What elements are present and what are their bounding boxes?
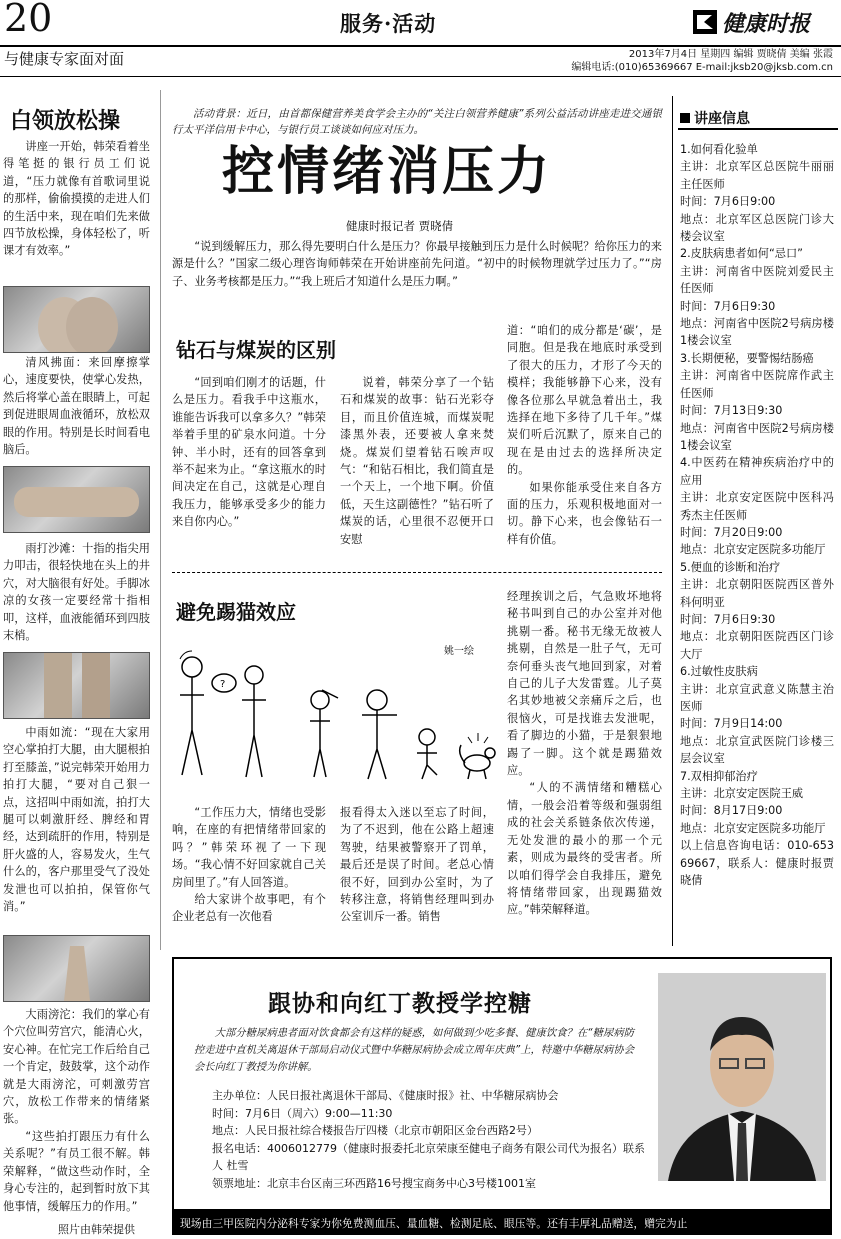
ad-intro: 大部分糖尿病患者面对饮食都会有这样的疑惑，如何做到少吃多餐、健康饮食？在“糖尿病防控走进中直机关离退休干部局启动仪式暨中华糖尿病协会成立周年庆典”上，特邀中华糖尿病协会会长向红丁教授为你讲解。	[194, 1027, 634, 1073]
exercise-step-4: 大雨滂沱：我们的掌心有个穴位叫劳宫穴，能清心火，安心神。在忙完工作后给自己一个肯定，鼓鼓掌，这个动作就是大雨滂沱，可刺激劳宫穴，放松工作带来的情绪紧张。	[3, 1008, 150, 1126]
section2-col2: 报看得太入迷以至忘了时间，为了不迟到，他在公路上超速驾驶，结果被警察开了罚单，最后还是误了时间。老总心情很不好，回到办公室时，为了转移注意，将销售经理叫到办公室训斥一番。销售	[340, 806, 494, 924]
left-column-title: 白领放松操	[10, 108, 121, 134]
left-column-intro: 讲座一开始，韩荣看着坐得笔挺的银行员工们说道，“压力就像有首歌词里说的那样，偷偷摸摸的走进人们的生活中来，现在咱们先来做四节放松操，身体轻松了，听课才有效率。”	[3, 140, 150, 258]
photo-credit: 照片由韩荣提供	[58, 1223, 135, 1236]
photo-professor-portrait	[658, 973, 826, 1181]
ad-box	[172, 957, 832, 1211]
photo-clapping-hands	[3, 935, 150, 1002]
page-number: 20	[4, 0, 53, 40]
ad-footer-text: 现场由三甲医院内分泌科专家为你免费测血压、量血糖、检测足底、眼压等。还有丰厚礼品赠送，赠完为止	[180, 1216, 688, 1230]
exercise-step-1: 清风拂面：来回摩擦掌心，速度要快，使掌心发热，然后将掌心盖在眼睛上，可起到促进眼周血液循环，放松双眼的作用。特别是长时间看电脑后。	[3, 356, 150, 457]
cartoon-credit: 姚一绘	[444, 646, 474, 657]
masthead-logo	[692, 6, 810, 38]
contact-line: 编辑电话:(010)65369667 E-mail:jksb20@jksb.com.cn	[571, 62, 833, 73]
article-byline: 健康时报记者 贾晓倩	[346, 219, 454, 233]
ad-details: 主办单位：人民日报社离退休干部局、《健康时报》社、中华糖尿病协会 时间：7月6日（周六）9:00—11:30 地点：人民日报社综合楼报告厅四楼（北京市朝阳区金台西路2号） 报名电话：4006012779（健康时报委托北京荣康至健电子商务有限公司代为报名）联系人 杜雪 领票地址：北京丰台区南三环西路16号搜宝商务中心3号楼1001室	[212, 1089, 645, 1190]
section-title-diamond-coal: 钻石与煤炭的区别	[176, 338, 336, 362]
exercise-step-3: 中雨如流：“现在大家用空心掌拍打大腿，由大腿根拍打至膝盖，”说完韩荣开始用力拍打大腿，“要对自己狠一点，这招叫中雨如流，拍打大腿可以刺激肝经、脾经和胃经，达到疏肝的作用，特别是肝火盛的人，容易发火，生气什么的，客户那里受气了没处发泄也可以拍拍，保管你气消。”	[3, 726, 150, 914]
date-line: 2013年7月4日 星期四 编辑 贾晓倩 美编 张霞	[628, 49, 833, 60]
left-column-closing: “这些拍打跟压力有什么关系呢？”有员工很不解。韩荣解释，“做这些动作时，全身心专注的，起到暂时放下其他事情，缓解压力的作用。”	[3, 1130, 150, 1213]
section1-col3: 道：“咱们的成分都是‘碳’，是同胞。但是我在地底时承受到了很大的压力，才形了今天的模样；我能够静下心来，没有像各位那么早就急着出土，我选择在地下多待了几千年。”煤炭们听后沉默了，原来自己的现在是由过去的选择所决定的。 如果你能承受住来自各方面的压力，乐观积极地面对一切。静下心来，也会像钻石一样有价值。	[507, 324, 662, 546]
article-headline: 控情绪消压力	[222, 142, 553, 202]
square-bullet-icon	[680, 113, 690, 123]
exercise-step-2: 雨打沙滩：十指的指尖用力叩击，很轻快地在头上的井穴，对大脑很有好处。手脚冰凉的女孩一定要经常十指相叩，这样，血液能循环到四肢末梢。	[3, 542, 150, 643]
section-title: 服务·活动	[340, 11, 437, 36]
ad-headline: 跟协和向红丁教授学控糖	[268, 990, 532, 1017]
lecture-list: 1.如何看化验单 主讲：北京军区总医院牛丽丽主任医师 时间：7月6日9:00 地点：北京军区总医院门诊大楼会议室 2.皮肤病患者如何“忌口” 主讲：河南省中医院刘爱民主任医师 时间：7月6日9:30 地点：河南省中医院2号病房楼1楼会议室 3.长期便秘，要警惕结肠癌 主讲：河南省中医院席作武主任医师 时间：7月13日9:30 地点：河南省中医院2号病房楼1楼会议室 4.中医药在精神疾病治疗中的应用 主讲：北京安定医院中医科冯秀杰主任医师 时间：7月20日9:00 地点：北京安定医院多功能厅 5.便血的诊断和治疗 主讲：北京朝阳医院西区普外科何明亚 时间：7月6日9:30 地点：北京朝阳医院西区门诊大厅 6.过敏性皮肤病 主讲：北京宣武意义陈慧主治医师 时间：7月9日14:00 地点：北京宣武医院门诊楼三层会议室 7.双相抑郁治疗 主讲：北京安定医院王威 时间：8月17日9:00 地点：北京安定医院多功能厅 以上信息咨询电话：010-65369667，联系人：健康时报贾晓倩	[680, 143, 834, 888]
lecture-info-header	[680, 108, 750, 128]
photo-fingertips-on-head	[3, 466, 150, 533]
svg-text:?: ?	[220, 679, 226, 690]
kick-the-cat-cartoon	[172, 645, 502, 795]
masthead-text: 健康时报	[722, 10, 811, 37]
section1-col1: “回到咱们刚才的话题，什么是压力。看我手中这瓶水，谁能告诉我可以拿多久？”韩荣举着手里的矿泉水问道。十分钟、半小时，还有的回答拿到举不起来为止。“拿这瓶水的时间决定在自己，这就是心理自我压力，能够承受多少的能力来自你内心。”	[172, 376, 326, 529]
page-subtitle: 与健康专家面对面	[4, 50, 125, 68]
lecture-info-title: 讲座信息	[694, 111, 750, 127]
photo-palms-over-eyes	[3, 286, 150, 353]
section-title-kick-cat: 避免踢猫效应	[176, 600, 296, 624]
ad-footer-banner	[172, 1211, 832, 1235]
section2-col3: 经理挨训之后，气急败坏地将秘书叫到自己的办公室并对他挑剔一番。秘书无缘无故被人挑剔，自然是一肚子气，无可奈何垂头丧气地回到家，对着自己的儿子大发雷霆。儿子莫名其妙地被父亲痛斥之后，也很恼火，可是找谁去发泄呢，看了脚边的小猫，于是狠狠地踢了一脚。这个就是踢猫效应。 “人的不满情绪和糟糕心情，一般会沿着等级和强弱组成的社会关系链条依次传递，无处发泄的最小的那一个元素，则成为最终的受害者。所以咱们得学会自我排压，避免将情绪带回家，出现踢猫效应。”韩荣解释道。	[507, 590, 662, 917]
section1-col2: 说着，韩荣分享了一个钻石和煤炭的故事：钻石光彩夺目，而且价值连城，而煤炭呢漆黑外表，还要被人拿来焚烧。煤炭们望着钻石唉声叹气：“和钻石相比，我们简直是一个天上，一个地下啊。价值低，天生这副德性？”钻石听了煤炭的话，心里很不忍便开口安慰	[340, 376, 494, 546]
photo-patting-thighs	[3, 652, 150, 719]
article-lead: “说到缓解压力，那么得先要明白什么是压力？你最早接触到压力是什么时候呢？给你压力的来源是什么？”国家二级心理咨询师韩荣在开始讲座前先问道。“初中的时候物理就学过压力了。”“房子、业务考核都是压力。”“我上班后才知道什么是压力啊。”	[172, 240, 662, 288]
masthead-emblem-icon	[692, 9, 718, 35]
article-background: 活动背景：近日，由首都保健营养美食学会主办的“关注白领营养健康”系列公益活动讲座走进交通银行太平洋信用卡中心，与银行员工谈谈如何应对压力。	[172, 108, 662, 136]
section2-col1: “工作压力大，情绪也受影响，在座的有把情绪带回家的吗？”韩荣环视了一下现场。“我心情不好回家就自己关房间里了。”有人回答道。 给大家讲个故事吧，有个企业老总有一次他看	[172, 806, 326, 924]
